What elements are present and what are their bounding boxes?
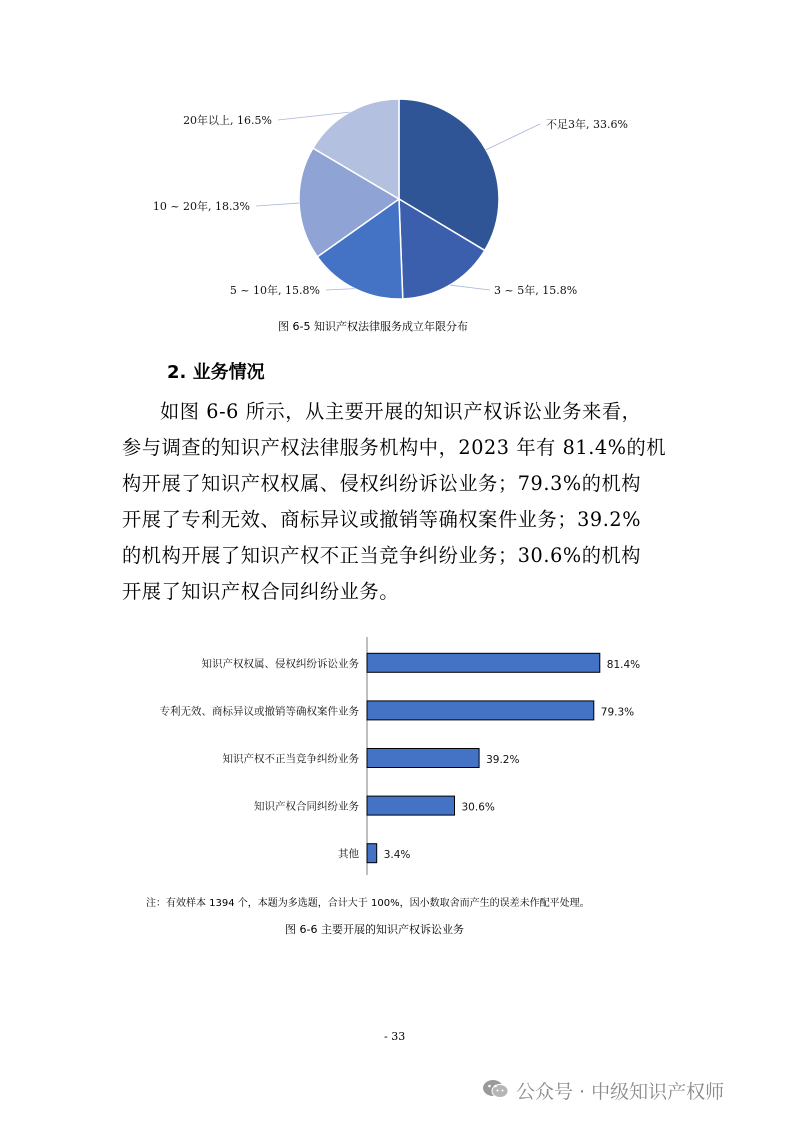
bar <box>367 844 377 863</box>
pie-leader-line <box>486 124 540 150</box>
pie-data-label: 20年以上, 16.5% <box>183 114 272 127</box>
paragraph-line: 的机构开展了知识产权不正当竞争纠纷业务；30.6%的机构 <box>122 544 642 567</box>
paragraph-line: 开展了专利无效、商标异议或撤销等确权案件业务；39.2% <box>122 508 642 531</box>
pie-leader-line <box>326 289 355 290</box>
bar-value-label: 39.2% <box>486 754 520 766</box>
bar-value-label: 79.3% <box>600 706 635 719</box>
bar-value-label: 3.4% <box>383 849 411 862</box>
bar-chart-litigation-business <box>0 630 794 880</box>
pie-data-label: 3 ~ 5年, 15.8% <box>494 284 578 297</box>
paragraph-line: 参与调查的知识产权法律服务机构中，2023 年有 81.4%的机 <box>122 436 667 459</box>
category-label: 其他 <box>338 848 359 861</box>
bar-value-label: 30.6% <box>461 801 495 814</box>
figure-6-6-note: 注：有效样本 1394 个，本题为多选题，合计大于 100%，因小数取舍而产生的误差未作配平处理。 <box>146 898 590 909</box>
bar <box>367 653 600 672</box>
category-label: 知识产权合同纠纷业务 <box>254 800 359 813</box>
paragraph-line: 如图 6-6 所示，从主要开展的知识产权诉讼业务来看， <box>160 400 642 423</box>
pie-leader-line <box>256 203 299 206</box>
category-label: 专利无效、商标异议或撤销等确权案件业务 <box>159 705 359 718</box>
bar <box>367 796 455 815</box>
section-heading: 2. 业务情况 <box>167 362 265 383</box>
pie-data-label: 不足3年, 33.6% <box>546 118 628 131</box>
pie-data-label: 10 ~ 20年, 18.3% <box>152 200 250 213</box>
figure-6-5-caption: 图 6-5 知识产权法律服务成立年限分布 <box>278 320 468 333</box>
page-number: - 33 <box>384 1030 406 1043</box>
wechat-icon <box>482 1078 510 1100</box>
figure-6-6-caption: 图 6-6 主要开展的知识产权诉讼业务 <box>285 923 464 936</box>
pie-leader-line <box>450 285 490 290</box>
paragraph-line: 开展了知识产权合同纠纷业务。 <box>122 580 400 603</box>
bar-value-label: 81.4% <box>606 658 641 671</box>
paragraph-line: 构开展了知识产权权属、侵权纠纷诉讼业务；79.3%的机构 <box>122 472 642 495</box>
pie-data-label: 5 ~ 10年, 15.8% <box>229 284 320 297</box>
bar <box>367 749 479 768</box>
pie-chart-tenure-distribution <box>0 80 794 310</box>
category-label: 知识产权不正当竞争纠纷业务 <box>222 753 359 765</box>
watermark-text: 公众号 · 中级知识产权师 <box>516 1081 725 1103</box>
bar <box>367 701 594 720</box>
body-paragraph <box>122 394 674 610</box>
category-label: 知识产权权属、侵权纠纷诉讼业务 <box>201 657 359 670</box>
